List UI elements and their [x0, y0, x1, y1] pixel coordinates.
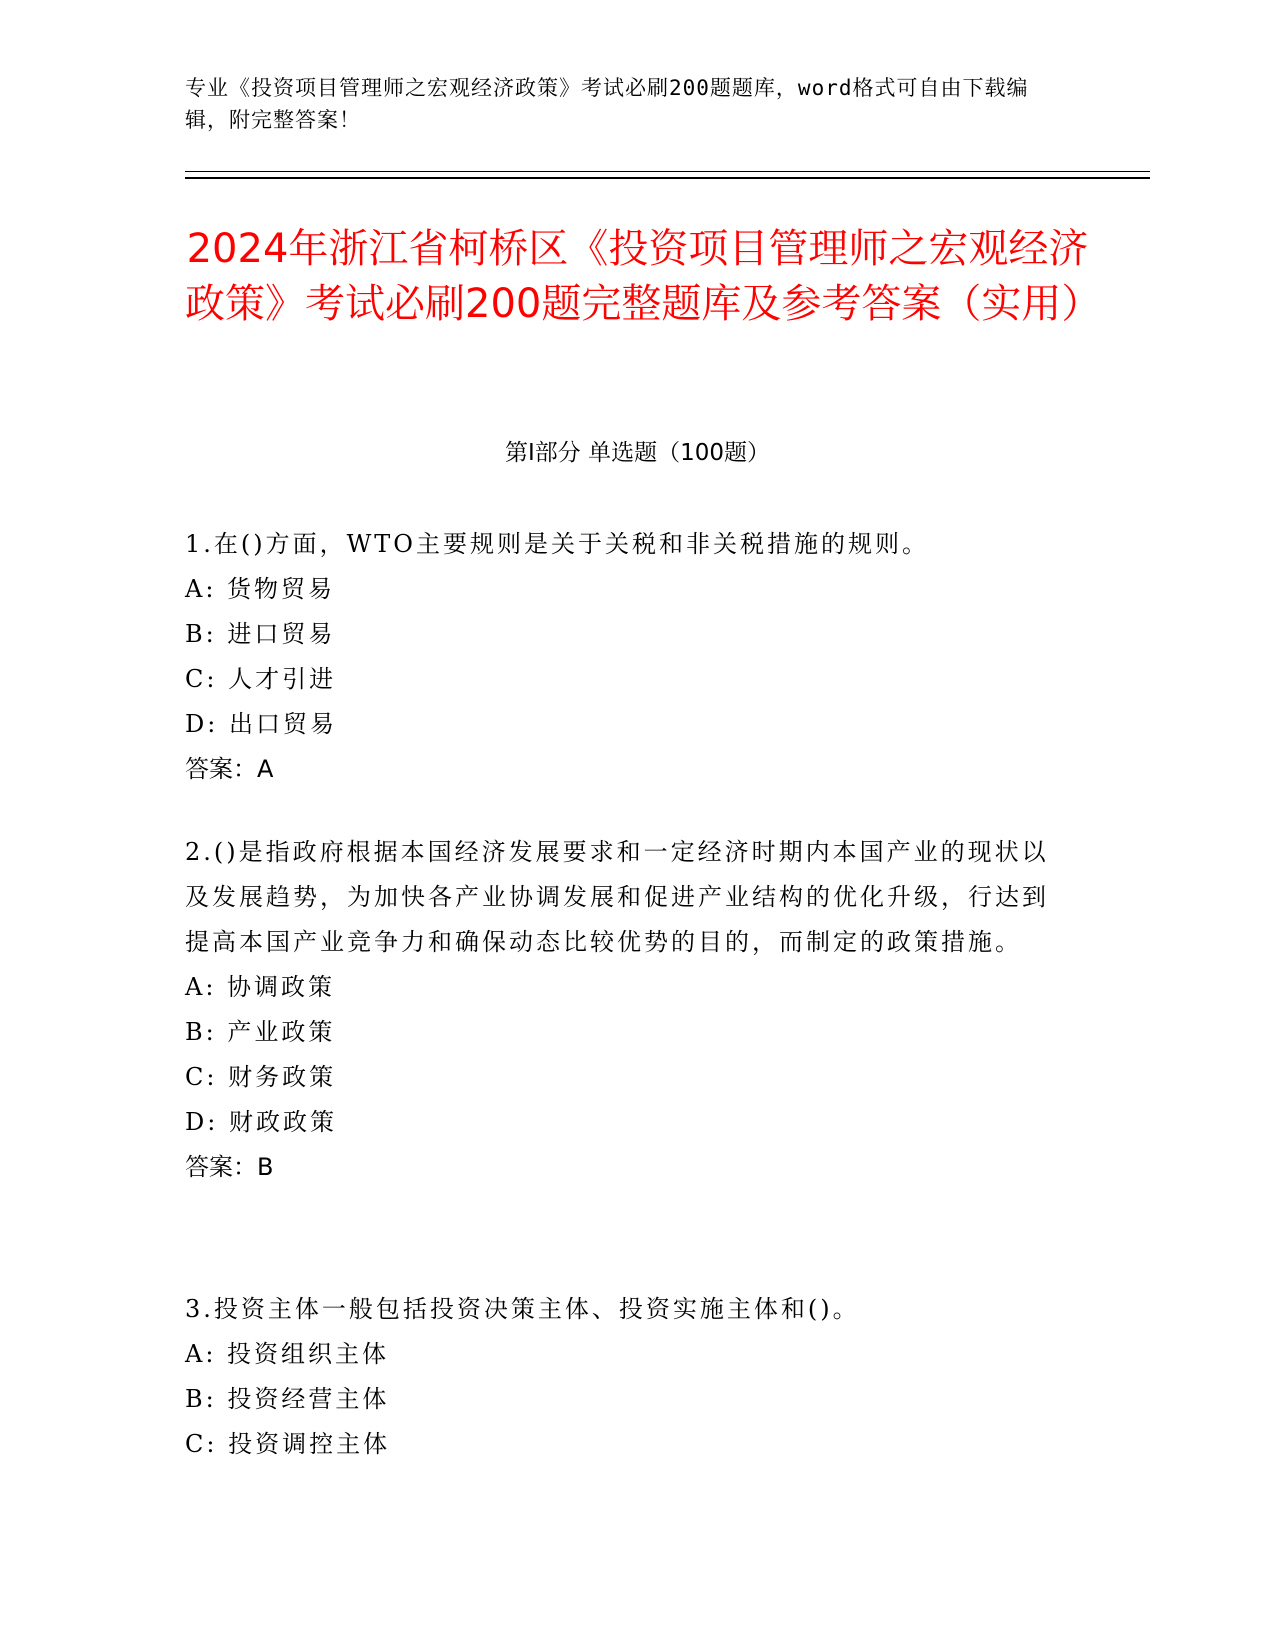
answer: 答案：B: [185, 1153, 274, 1181]
option-c: C: 人才引进: [185, 665, 337, 693]
option-b: B: 投资经营主体: [185, 1385, 390, 1413]
question-stem: 3.投资主体一般包括投资决策主体、投资实施主体和()。: [185, 1295, 860, 1323]
option-a: A: 货物贸易: [185, 575, 336, 603]
question-stem: 2.()是指政府根据本国经济发展要求和一定经济时期内本国产业的现状以及发展趋势，为加快各产业协调发展和促进产业结构的优化升级，行达到提高本国产业竞争力和确保动态比较优势的目的，而制定的政策措施。: [185, 838, 1049, 956]
header-divider-bottom: [185, 177, 1150, 179]
option-b: B: 产业政策: [185, 1018, 336, 1046]
option-c: C: 投资调控主体: [185, 1430, 391, 1458]
header-note: 专业《投资项目管理师之宏观经济政策》考试必刷200题题库，word格式可自由下载编辑，附完整答案！: [185, 76, 1029, 132]
question-3: [185, 1287, 1065, 1467]
question-2: [185, 830, 1065, 1190]
section-title: 第I部分 单选题（100题）: [505, 440, 770, 466]
answer: 答案：A: [185, 755, 274, 783]
header-divider-top: [185, 171, 1150, 172]
document-title: 2024年浙江省柯桥区《投资项目管理师之宏观经济政策》考试必刷200题完整题库及参考答案（实用）: [185, 226, 1102, 327]
option-a: A: 协调政策: [185, 973, 336, 1001]
question-stem: 1.在()方面，WTO主要规则是关于关税和非关税措施的规则。: [185, 530, 929, 558]
option-b: B: 进口贸易: [185, 620, 336, 648]
option-c: C: 财务政策: [185, 1063, 337, 1091]
question-1: [185, 522, 1065, 792]
option-a: A: 投资组织主体: [185, 1340, 390, 1368]
option-d: D: 出口贸易: [185, 710, 337, 738]
option-d: D: 财政政策: [185, 1108, 337, 1136]
